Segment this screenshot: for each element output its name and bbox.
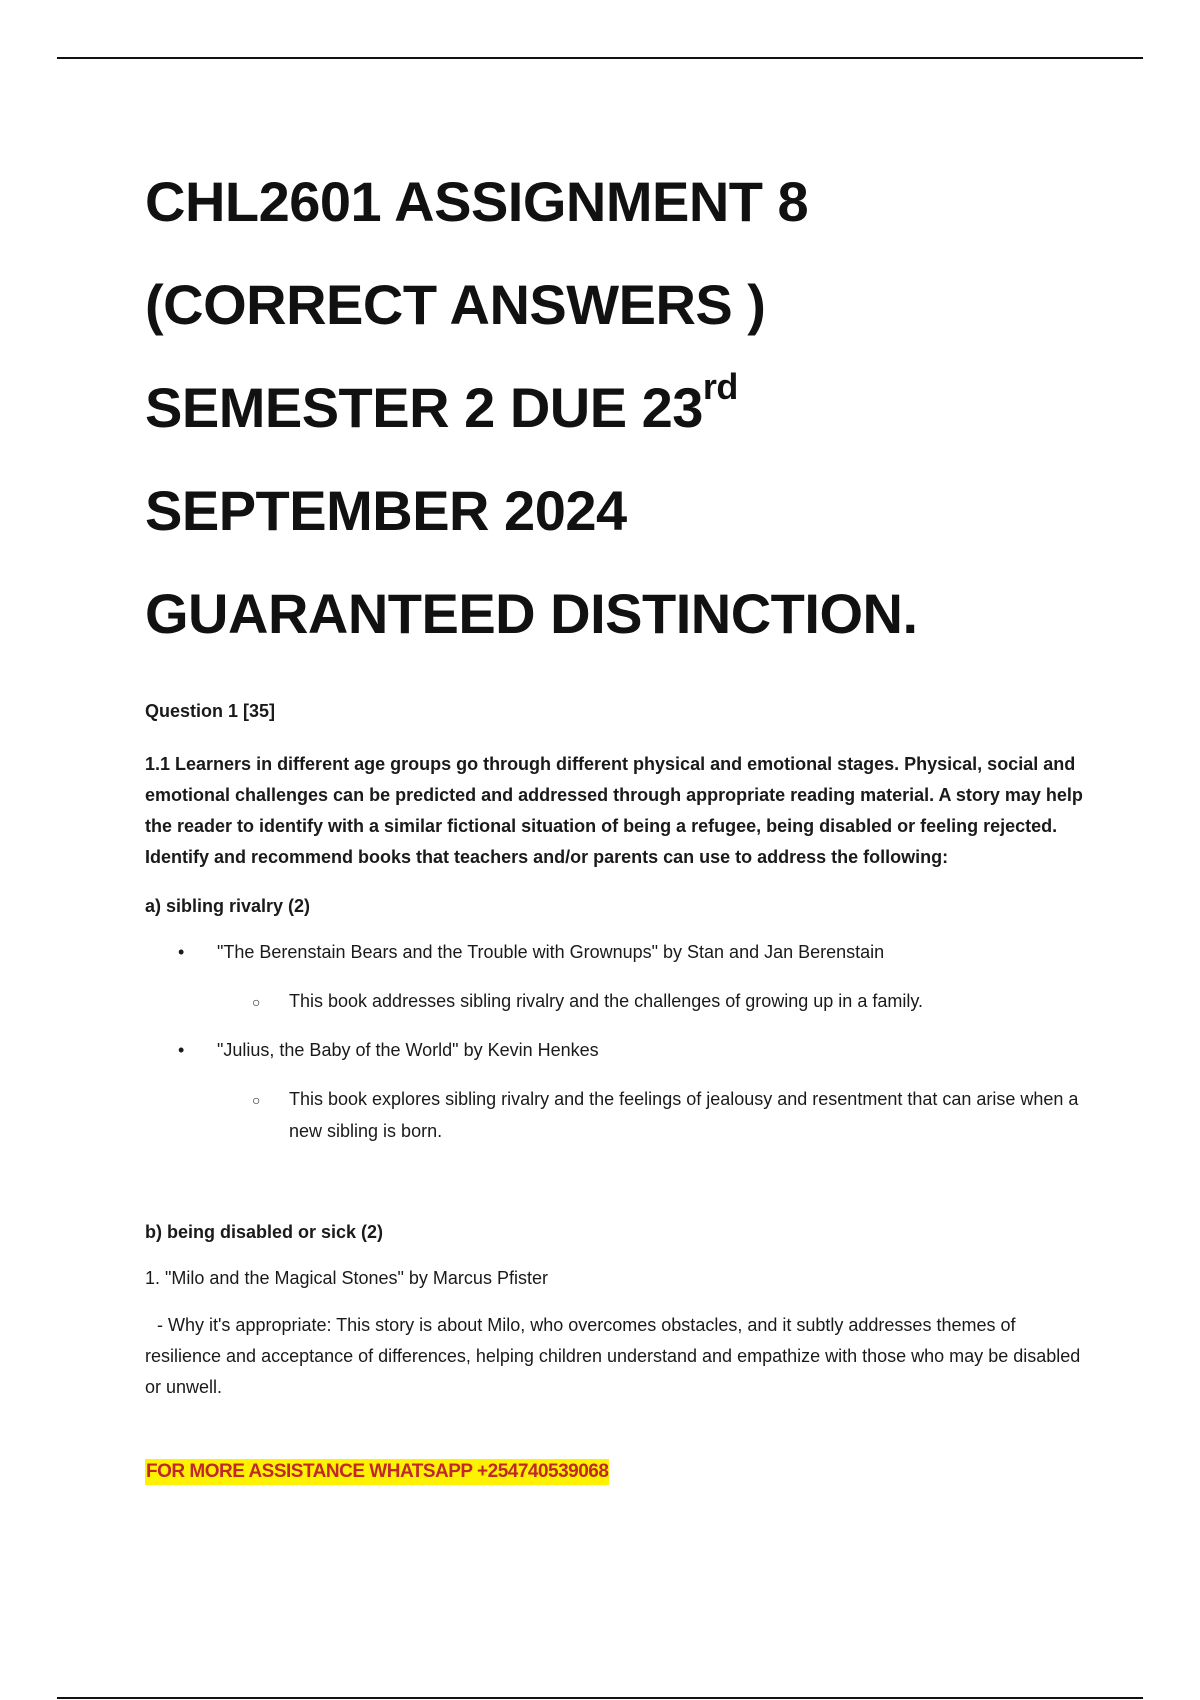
list-item [145, 985, 1095, 1017]
top-rule [57, 57, 1143, 59]
book-title: "Julius, the Baby of the World" by Kevin Henkes [217, 1040, 599, 1060]
book-note: This book addresses sibling rivalry and the challenges of growing up in a family. [289, 991, 923, 1011]
title-line-4: SEPTEMBER 2024 [145, 479, 627, 542]
assistance-note: FOR MORE ASSISTANCE WHATSAPP +254740539068 [145, 1459, 609, 1485]
hollow-bullet-icon: ○ [252, 1092, 261, 1108]
section-b-book: 1. "Milo and the Magical Stones" by Marcus Pfister [145, 1268, 548, 1288]
bullet-icon: • [178, 942, 185, 962]
title-line-5: GUARANTEED DISTINCTION. [145, 582, 918, 645]
bottom-rule [57, 1697, 1143, 1699]
bullet-icon: • [178, 1040, 185, 1060]
list-item [145, 1035, 1095, 1065]
section-a-heading: a) sibling rivalry (2) [145, 896, 311, 916]
title-line-2: (CORRECT ANSWERS ) [145, 273, 766, 336]
title-ordinal-suffix: rd [702, 366, 738, 408]
question-heading: Question 1 [35] [145, 701, 276, 721]
book-title: "The Berenstain Bears and the Trouble with Grownups" by Stan and Jan Berenstain [217, 942, 885, 962]
assistance-note-container [145, 1459, 1095, 1485]
title-line-3-main: SEMESTER 2 DUE 23 [145, 376, 703, 439]
section-b-reason: - Why it's appropriate: This story is about Milo, who overcomes obstacles, and it subtly addresses themes of resilience and acceptance of differences, helping children understand and empathize with those who may be disabled or unwell. [145, 1315, 1081, 1397]
hollow-bullet-icon: ○ [252, 994, 261, 1010]
section-a-book-list [145, 937, 1095, 1147]
list-item [145, 937, 1095, 967]
title-line-3 [145, 356, 1095, 459]
book-note: This book explores sibling rivalry and the feelings of jealousy and resentment that can arise when a new sibling is born. [289, 1089, 1079, 1141]
title-line-1: CHL2601 ASSIGNMENT 8 [145, 170, 809, 233]
question-prompt: 1.1 Learners in different age groups go through different physical and emotional stages. Physical, social and emotional challenges can be predicted and addressed through appropriate reading material. A story may help the reader to identify with a similar fictional situation of being a refugee, being disabled or feeling rejected. Identify and recommend books that teachers and/or parents can use to address the following: [145, 754, 1083, 867]
document-title [145, 150, 1095, 665]
document-body [145, 150, 1095, 1485]
section-b-heading: b) being disabled or sick (2) [145, 1222, 384, 1242]
list-item [145, 1083, 1095, 1147]
